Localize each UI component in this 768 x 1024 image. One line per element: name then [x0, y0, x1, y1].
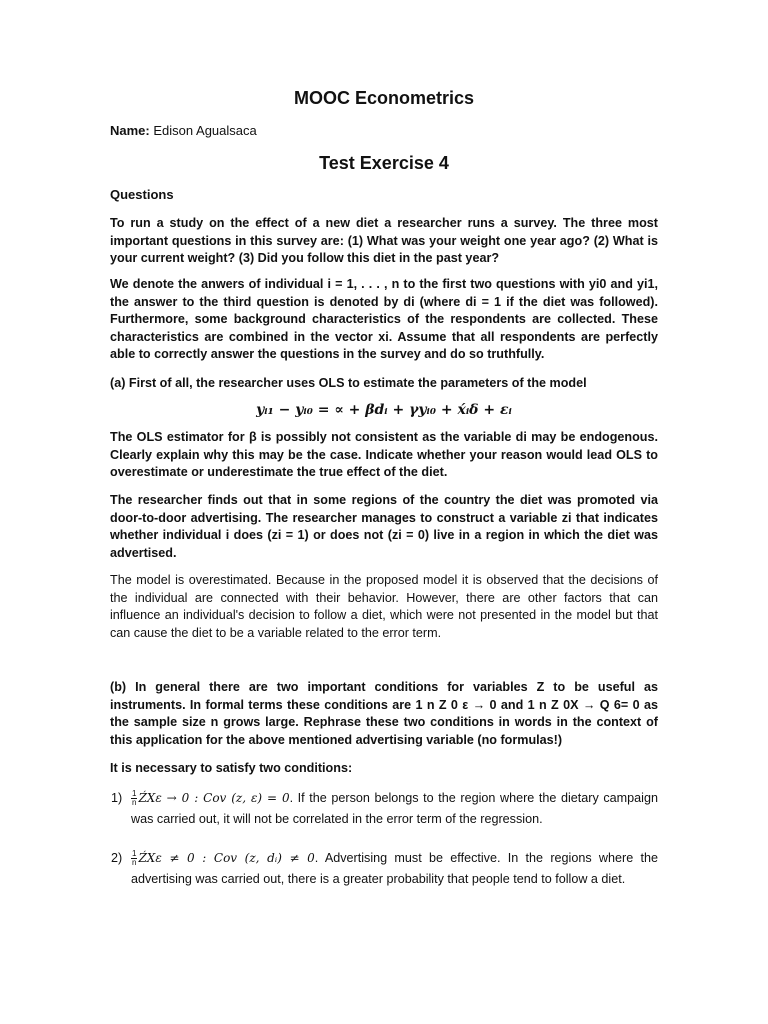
answer-a-paragraph: The model is overestimated. Because in the proposed model it is observed that the decisions of the individual are connected with their behavior. However, there are other factors that can influence an individual's decision to follow a diet, which were not presented in the model but that can cause the diet to be a variable related to the error term. — [110, 573, 658, 640]
ols-paragraph: The OLS estimator for β is possibly not consistent as the variable di may be endogenous. Clearly explain why this may be the case. Indicate whether your reason would lead OLS to overestimate or underestimate the true effect of the diet. — [110, 430, 658, 479]
questions-heading: Questions — [110, 187, 174, 202]
exercise-title: Test Exercise 4 — [319, 153, 449, 173]
model-equation: yᵢ₁ − yᵢ₀ = ∝ + βdᵢ + γyᵢ₀ + x́ᵢδ + εᵢ — [256, 402, 512, 418]
condition-text: . If the person belongs to the region where the dietary campaign was carried out, it will not be correlated in the error term of the regression. — [131, 791, 658, 826]
part-b-question: (b) In general there are two important conditions for variables Z to be useful as instruments. In formal terms these conditions are 1 n Z 0 ε → 0 and 1 n Z 0X → Q 6= 0 as the sample size n grows large. Rephrase these two conditions in words in the context of this application for the above mentioned advertising variable (no formulas!) — [110, 680, 658, 747]
document-title: MOOC Econometrics — [293, 88, 475, 108]
part-a-question: (a) First of all, the researcher uses OLS to estimate the parameters of the model — [110, 376, 587, 390]
condition-number: 2) — [111, 851, 123, 865]
condition-formula: ŹXε → 0 : Cov (z, ε) = 0 — [138, 791, 290, 805]
answer-b-intro: It is necessary to satisfy two conditions: — [110, 761, 353, 775]
condition-text: . Advertising must be effective. In the regions where the advertising was carried out, there is a greater probability that people tend to follow a diet. — [131, 851, 658, 886]
notation-paragraph: We denote the anwers of individual i = 1, . . . , n to the first two questions with yi0 and yi1, the answer to the third question is denoted by di (where di = 1 if the diet was followed). Furthermore, some background characteristics of the respondents are collected. These characteristics are combined in the vector xi. Assume that all respondents are perfectly able to correctly answer the questions in the survey and do so truthfully. — [110, 277, 658, 361]
name-label: Name: — [110, 123, 150, 138]
condition-formula: ŹXε ≠ 0 : Cov (z, dᵢ) ≠ 0 — [138, 851, 315, 865]
intro-paragraph: To run a study on the effect of a new diet a researcher runs a survey. The three most important questions in this survey are: (1) What was your weight one year ago? (2) What is your current weight? (3) Did you follow this diet in the past year? — [110, 216, 658, 265]
condition-item-1 — [111, 788, 658, 830]
author-line — [110, 123, 257, 138]
fraction: $\frac{1}{n}$ — [132, 789, 137, 808]
advertising-paragraph: The researcher finds out that in some regions of the country the diet was promoted via door-to-door advertising. The researcher manages to construct a variable zi that indicates whether individual i does (zi = 1) or does not (zi = 0) live in a region in which the diet was advertised. — [110, 493, 658, 560]
fraction: $\frac{1}{n}$ — [132, 849, 137, 868]
condition-number: 1) — [111, 791, 123, 805]
name-value: Edison Agualsaca — [153, 123, 257, 138]
condition-item-2 — [111, 848, 658, 890]
